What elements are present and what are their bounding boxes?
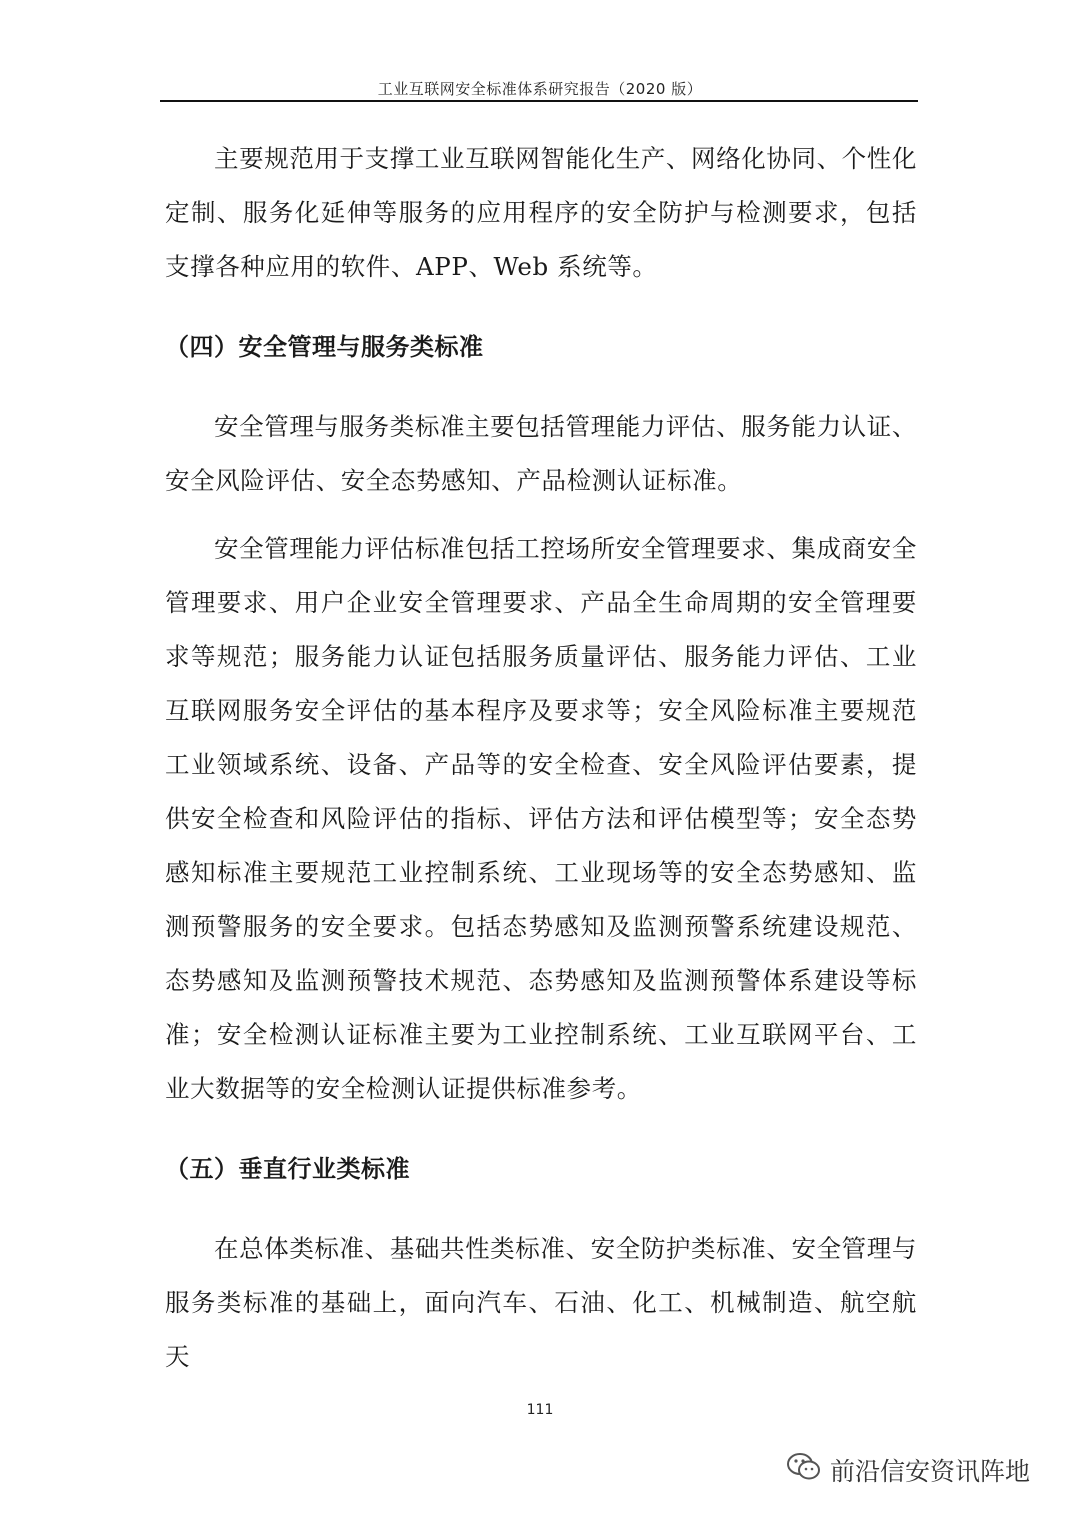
section4-paragraph-2: 安全管理能力评估标准包括工控场所安全管理要求、集成商安全管理要求、用户企业安全管理要求、产品全生命周期的安全管理要求等规范；服务能力认证包括服务质量评估、服务能力评估、工业互联网服务安全评估的基本程序及要求等；安全风险标准主要规范工业领域系统、设备、产品等的安全检查、安全风险评估要素，提供安全检查和风险评估的指标、评估方法和评估模型等；安全态势感知标准主要规范工业控制系统、工业现场等的安全态势感知、监测预警服务的安全要求。包括态势感知及监测预警系统建设规范、态势感知及监测预警技术规范、态势感知及监测预警体系建设等标准；安全检测认证标准主要为工业控制系统、工业互联网平台、工业大数据等的安全检测认证提供标准参考。	[165, 534, 917, 1103]
section-heading-4: （四）安全管理与服务类标准	[165, 333, 484, 361]
header-divider	[160, 100, 918, 102]
watermark-text: 前沿信安资讯阵地	[830, 1457, 1031, 1486]
running-header: 工业互联网安全标准体系研究报告（2020 版）	[377, 80, 703, 98]
watermark	[786, 1450, 1030, 1490]
section5-paragraph-1: 在总体类标准、基础共性类标准、安全防护类标准、安全管理与服务类标准的基础上，面向汽车、石油、化工、机械制造、航空航天	[165, 1234, 917, 1371]
section4-paragraph-1: 安全管理与服务类标准主要包括管理能力评估、服务能力认证、安全风险评估、安全态势感知、产品检测认证标准。	[165, 412, 917, 495]
page-number: 111	[526, 1402, 554, 1418]
section-heading-5: （五）垂直行业类标准	[165, 1155, 410, 1183]
intro-paragraph: 主要规范用于支撑工业互联网智能化生产、网络化协同、个性化定制、服务化延伸等服务的应用程序的安全防护与检测要求，包括支撑各种应用的软件、APP、Web 系统等。	[165, 144, 917, 281]
page-body	[165, 132, 917, 1384]
wechat-icon	[786, 1451, 822, 1489]
